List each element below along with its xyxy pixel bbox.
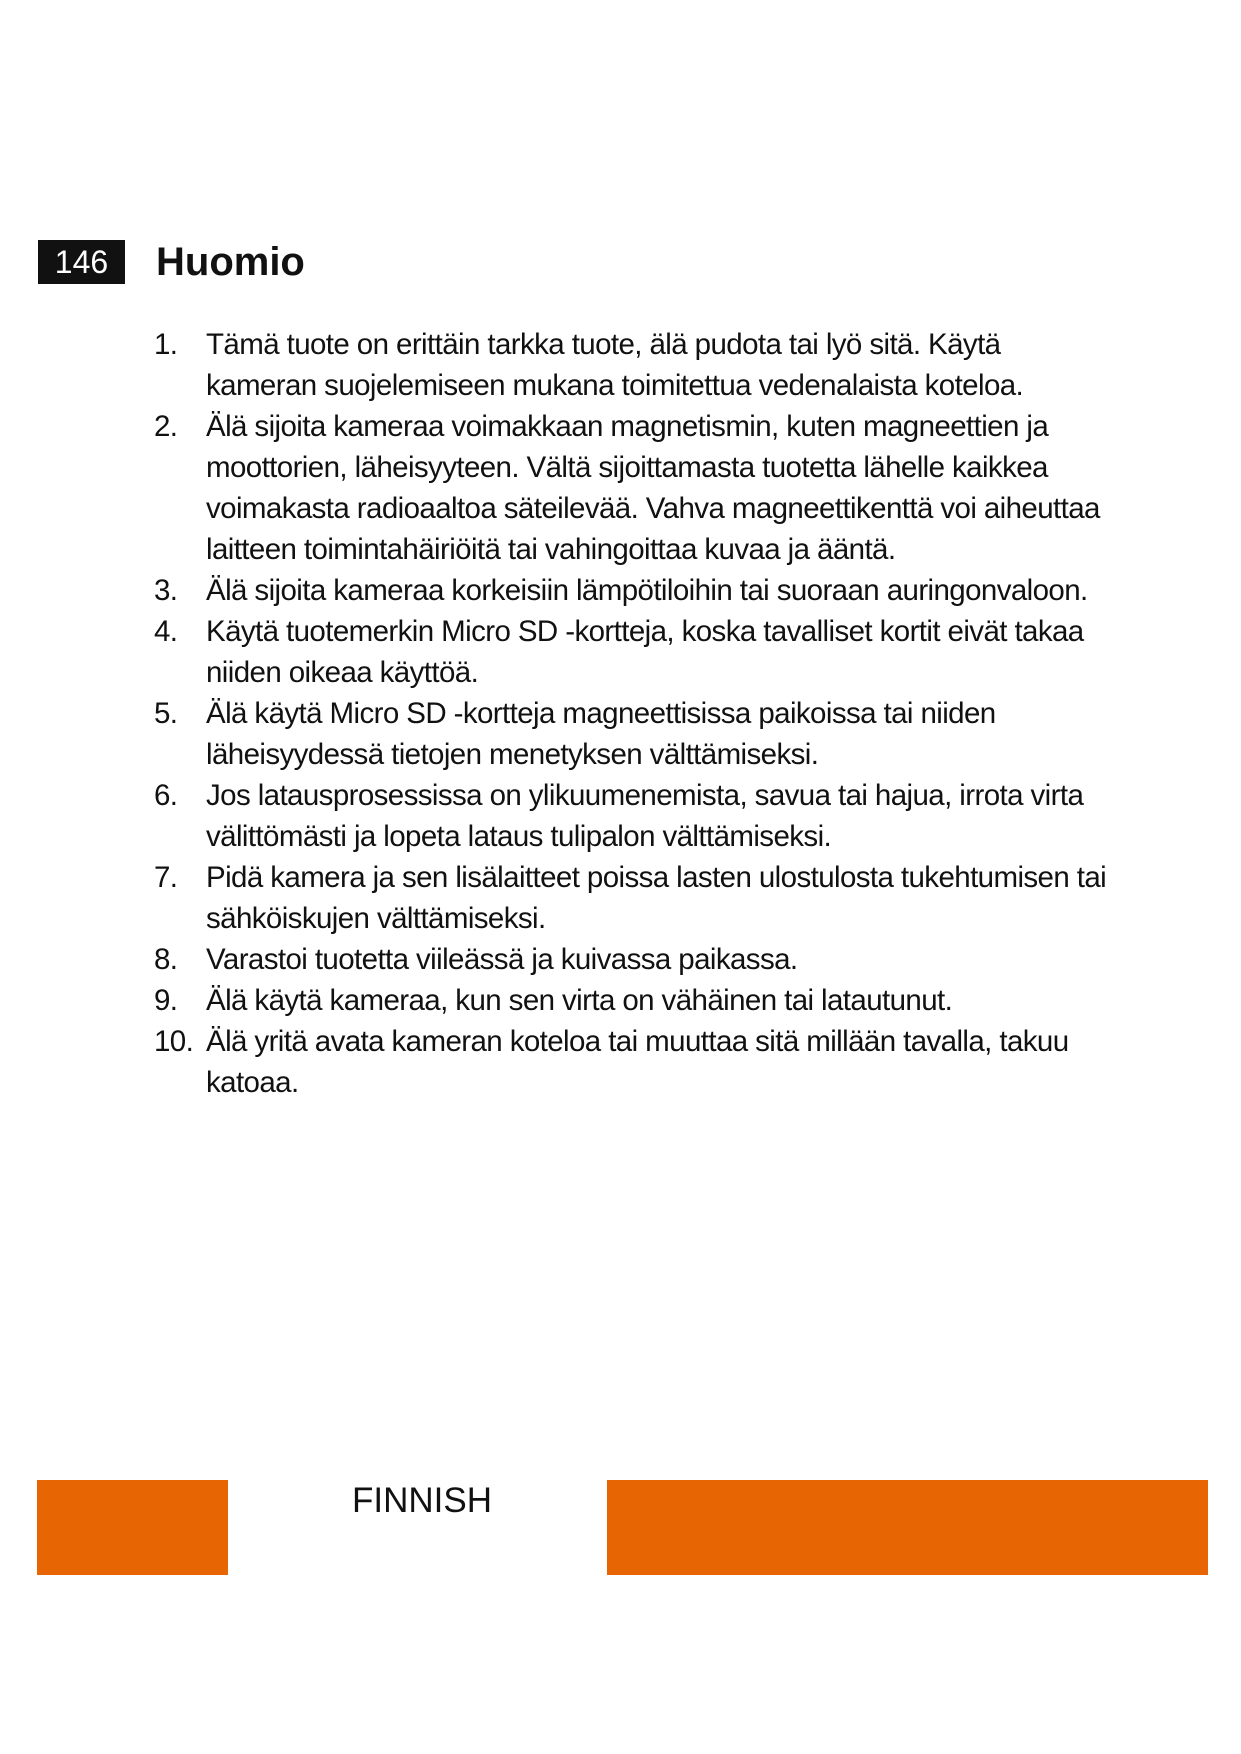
page-number: 146 <box>38 240 125 284</box>
notice-number: 7. <box>154 861 178 894</box>
notice-number: 3. <box>154 574 178 607</box>
notice-text: Älä käytä kameraa, kun sen virta on vähäinen tai latautunut. <box>206 984 953 1017</box>
notice-number: 5. <box>154 697 178 730</box>
notice-text: Pidä kamera ja sen lisälaitteet poissa lasten ulostulosta tukehtumisen tai sähköiskujen välttämiseksi. <box>206 861 1107 935</box>
notice-text: Älä sijoita kameraa korkeisiin lämpötiloihin tai suoraan auringonvaloon. <box>206 574 1088 607</box>
footer-accent-bar-left <box>37 1480 228 1575</box>
notice-number: 6. <box>154 779 178 812</box>
notice-item <box>154 775 1114 857</box>
notice-number: 1. <box>154 328 178 361</box>
notice-text: Älä käytä Micro SD -kortteja magneettisissa paikoissa tai niiden läheisyydessä tietojen menetyksen välttämiseksi. <box>206 697 996 771</box>
notice-text: Käytä tuotemerkin Micro SD -kortteja, koska tavalliset kortit eivät takaa niiden oikeaa käyttöä. <box>206 615 1084 689</box>
footer-accent-bar-right <box>607 1480 1208 1575</box>
notice-text: Tämä tuote on erittäin tarkka tuote, älä pudota tai lyö sitä. Käytä kameran suojelemiseen mukana toimitettua vedenalaista koteloa. <box>206 328 1024 402</box>
notice-item <box>154 1021 1114 1103</box>
notice-item <box>154 939 1114 980</box>
notice-text: Älä yritä avata kameran koteloa tai muuttaa sitä millään tavalla, takuu katoaa. <box>206 1025 1069 1099</box>
notice-number: 10. <box>154 1025 194 1058</box>
notice-item <box>154 324 1114 406</box>
notice-item <box>154 857 1114 939</box>
notice-text: Jos latausprosessissa on ylikuumenemista, savua tai hajua, irrota virta välittömästi ja lopeta lataus tulipalon välttämiseksi. <box>206 779 1084 853</box>
notice-text: Varastoi tuotetta viileässä ja kuivassa paikassa. <box>206 943 798 976</box>
page-title: Huomio <box>156 240 305 284</box>
notice-list <box>154 324 1114 1103</box>
notice-item <box>154 980 1114 1021</box>
notice-number: 9. <box>154 984 178 1017</box>
footer-language-label: FINNISH <box>352 1481 492 1520</box>
notice-item <box>154 693 1114 775</box>
notice-number: 8. <box>154 943 178 976</box>
notice-number: 2. <box>154 410 178 443</box>
notice-text: Älä sijoita kameraa voimakkaan magnetismin, kuten magneettien ja moottorien, läheisyyteen. Vältä sijoittamasta tuotetta lähelle kaikkea voimakasta radioaaltoa säteilevää. Vahva magneettikenttä voi aiheuttaa laitteen toimintahäiriöitä tai vahingoittaa kuvaa ja ääntä. <box>206 410 1100 566</box>
notice-number: 4. <box>154 615 178 648</box>
notice-item <box>154 611 1114 693</box>
notice-item <box>154 406 1114 570</box>
notice-item <box>154 570 1114 611</box>
